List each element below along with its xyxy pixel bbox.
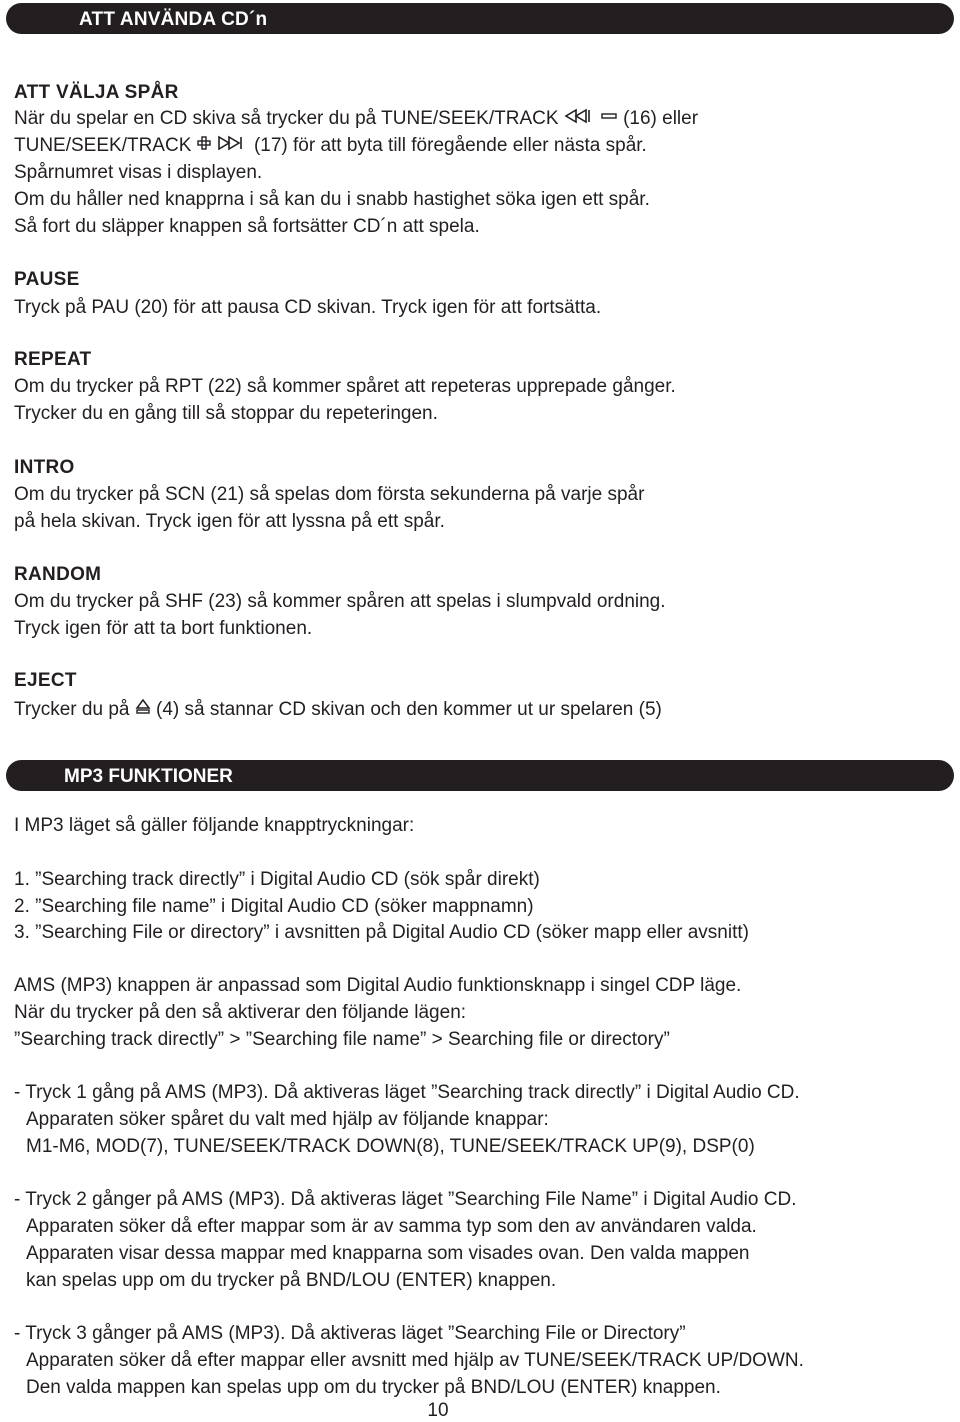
repeat-line-1: Om du trycker på RPT (22) så kommer spåret att repeteras upprepade gånger. [14, 376, 676, 397]
step2-line-3: Apparaten visar dessa mappar med knapparna som visades ovan. Den valda mappen [26, 1243, 750, 1264]
eject-line-1 [14, 698, 662, 722]
ams-line-3: ”Searching track directly” > ”Searching file name” > Searching file or directory” [14, 1029, 670, 1050]
step1-line-2: Apparaten söker spåret du valt med hjälp av följande knappar: [26, 1109, 549, 1130]
step3-line-1: - Tryck 3 gånger på AMS (MP3). Då aktiveras läget ”Searching File or Directory” [14, 1323, 686, 1344]
select-track-line-2 [14, 135, 647, 157]
eject-heading: EJECT [14, 670, 77, 691]
random-heading: RANDOM [14, 564, 102, 585]
mp3-list-item: 3. ”Searching File or directory” i avsnitten på Digital Audio CD (söker mapp eller avsnitt) [14, 922, 749, 943]
select-track-line-4: Om du håller ned knapprna i så kan du i snabb hastighet söka igen ett spår. [14, 189, 650, 210]
eject-icon [135, 698, 151, 722]
repeat-line-2: Trycker du en gång till så stoppar du repeteringen. [14, 403, 438, 424]
step1-line-3: M1-M6, MOD(7), TUNE/SEEK/TRACK DOWN(8), TUNE/SEEK/TRACK UP(9), DSP(0) [26, 1136, 755, 1157]
skip-back-icon [564, 108, 618, 130]
step3-line-2: Apparaten söker då efter mappar eller avsnitt med hjälp av TUNE/SEEK/TRACK UP/DOWN. [26, 1350, 804, 1371]
text-part: Trycker du på [14, 699, 130, 721]
intro-heading: INTRO [14, 457, 75, 478]
pause-heading: PAUSE [14, 269, 80, 290]
mp3-list-item: 1. ”Searching track directly” i Digital Audio CD (sök spår direkt) [14, 869, 540, 890]
section-header-bar [6, 3, 954, 34]
mp3-list-item: 2. ”Searching file name” i Digital Audio CD (söker mappnamn) [14, 896, 534, 917]
text-part: (17) för att byta till föregående eller nästa spår. [253, 135, 647, 157]
mp3-section-header-bar [6, 760, 954, 791]
select-track-line-5: Så fort du släpper knappen så fortsätter CD´n att spela. [14, 216, 480, 237]
text-part: (16) eller [623, 108, 699, 130]
select-track-heading: ATT VÄLJA SPÅR [14, 82, 179, 103]
select-track-line-3: Spårnumret visas i displayen. [14, 162, 263, 183]
random-line-1: Om du trycker på SHF (23) så kommer spåren att spelas i slumpvald ordning. [14, 591, 666, 612]
random-line-2: Tryck igen för att ta bort funktionen. [14, 618, 313, 639]
text-part: När du spelar en CD skiva så trycker du på TUNE/SEEK/TRACK [14, 108, 559, 130]
page-number: 10 [427, 1400, 449, 1421]
mp3-section-title: MP3 FUNKTIONER [64, 766, 233, 787]
step2-line-2: Apparaten söker då efter mappar som är av samma typ som den av användaren valda. [26, 1216, 757, 1237]
intro-line-2: på hela skivan. Tryck igen för att lyssna på ett spår. [14, 511, 445, 532]
pause-line-1: Tryck på PAU (20) för att pausa CD skivan. Tryck igen för att fortsätta. [14, 297, 602, 318]
ams-line-2: När du trycker på den så aktiverar den följande lägen: [14, 1002, 467, 1023]
step2-line-4: kan spelas upp om du trycker på BND/LOU (ENTER) knappen. [26, 1270, 557, 1291]
step3-line-3: Den valda mappen kan spelas upp om du trycker på BND/LOU (ENTER) knappen. [26, 1377, 721, 1398]
step1-line-1: - Tryck 1 gång på AMS (MP3). Då aktiveras läget ”Searching track directly” i Digital Audio CD. [14, 1082, 800, 1103]
section-title: ATT ANVÄNDA CD´n [79, 9, 268, 30]
repeat-heading: REPEAT [14, 349, 92, 370]
skip-forward-icon [197, 135, 249, 157]
text-part: (4) så stannar CD skivan och den kommer ut ur spelaren (5) [156, 699, 662, 721]
select-track-line-1 [14, 108, 698, 130]
mp3-intro: I MP3 läget så gäller följande knapptryckningar: [14, 815, 415, 836]
text-part: TUNE/SEEK/TRACK [14, 135, 192, 157]
intro-line-1: Om du trycker på SCN (21) så spelas dom första sekunderna på varje spår [14, 484, 645, 505]
ams-line-1: AMS (MP3) knappen är anpassad som Digital Audio funktionsknapp i singel CDP läge. [14, 975, 742, 996]
step2-line-1: - Tryck 2 gånger på AMS (MP3). Då aktiveras läget ”Searching File Name” i Digital Audio CD. [14, 1189, 797, 1210]
